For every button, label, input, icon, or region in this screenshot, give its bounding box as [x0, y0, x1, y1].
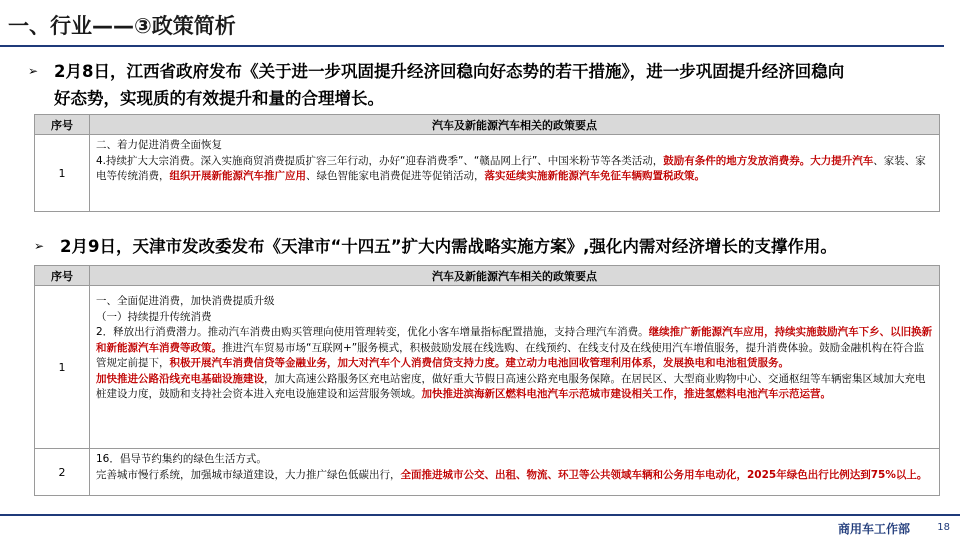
highlighted-policy-text: 大力提升汽车 — [810, 154, 874, 167]
policy-text-segment: 二、着力促进消费全面恢复 — [96, 139, 222, 151]
policy-text-segment: 一、全面促进消费，加快消费提质升级 — [96, 295, 275, 307]
table-row — [35, 449, 940, 496]
highlighted-policy-text: 继续推广新能源汽车应用，持续实施鼓励汽车下乡、以旧换新和新能源汽车消费等政策。 — [96, 326, 933, 354]
row-number: 1 — [35, 135, 90, 212]
section2-headline-text: 2月9日，天津市发改委发布《天津市“十四五”扩大内需战略实施方案》,强化内需对经济增长的支撑作用。 — [60, 237, 837, 256]
table-header-content: 汽车及新能源汽车相关的政策要点 — [90, 115, 940, 135]
row-number: 1 — [35, 286, 90, 449]
policy-text-segment: 、绿色智能家电消费促进等促销活动， — [306, 170, 485, 182]
page-title: 一、行业——③政策简析 — [8, 14, 236, 38]
policy-text-segment: 4.持续扩大大宗消费。深入实施商贸消费提质扩容三年行动，办好“迎春消费季”、“赣品网上行”、中国米粉节等各类活动， — [96, 154, 664, 167]
policy-text-segment: 16．倡导节约集约的绿色生活方式。 — [96, 453, 267, 465]
footer-department: 商用车工作部 — [837, 522, 910, 536]
highlighted-policy-text: 组织开展新能源汽车推广应用 — [169, 170, 306, 182]
table-header-number: 序号 — [35, 266, 90, 286]
policy-text-segment: 2．释放出行消费潜力。推动汽车消费由购买管理向使用管理转变，优化小客车增量指标配置措施，支持合理汽车消费。 — [96, 326, 649, 338]
footer-divider — [0, 514, 960, 516]
highlighted-policy-text: 加快推进公路沿线充电基础设施建设 — [96, 372, 264, 385]
section2-headline — [34, 233, 939, 260]
section1-policy-table — [34, 114, 940, 212]
table-row — [35, 135, 940, 212]
policy-text-segment: 推进汽车贸易市场“互联网+”服务模式，积极鼓励发展在线选购、在线预约、在线支付及在线使用汽车增值服务，提升消费体验。鼓励金融机构在符合监管规定前提下， — [96, 341, 925, 369]
table-header-number: 序号 — [35, 115, 90, 135]
policy-text-segment: 完善城市慢行系统，加强城市绿道建设，大力推广绿色低碳出行， — [96, 468, 401, 481]
policy-text — [90, 286, 940, 449]
policy-text-segment: ，加大高速公路服务区充电站密度，做好重大节假日高速公路充电服务保障。在居民区、大型商业购物中心、交通枢纽等车辆密集区域加大充电桩建设力度，鼓励和支持社会资本进入充电设施建设和运营服务领域。 — [96, 372, 926, 400]
arrow-bullet-icon: ➢ — [28, 64, 39, 78]
highlighted-policy-text: 鼓励有条件的地方发放消费券。 — [663, 154, 811, 167]
page-number: 18 — [937, 522, 950, 533]
section2-policy-table — [34, 265, 940, 496]
highlighted-policy-text: 加快推进滨海新区燃料电池汽车示范城市建设相关工作，推进氢燃料电池汽车示范运营。 — [421, 388, 831, 400]
policy-text — [90, 449, 940, 496]
policy-text — [90, 135, 940, 212]
section1-headline-line2: 好态势，实现质的有效提升和量的合理增长。 — [54, 89, 384, 108]
table-header-content: 汽车及新能源汽车相关的政策要点 — [90, 266, 940, 286]
policy-text-segment: 、家装、家电等传统消费， — [96, 154, 926, 182]
title-divider — [0, 45, 944, 47]
arrow-bullet-icon: ➢ — [34, 239, 45, 253]
highlighted-policy-text: 落实延续实施新能源汽车免征车辆购置税政策。 — [484, 170, 705, 182]
highlighted-policy-text: 积极开展汽车消费信贷等金融业务，加大对汽车个人消费信贷支持力度。建立动力电池回收管理利用体系，发展换电和电池租赁服务。 — [169, 357, 789, 369]
table-row — [35, 286, 940, 449]
section1-headline — [28, 58, 933, 112]
policy-text-segment: （一）持续提升传统消费 — [96, 310, 212, 323]
section1-headline-line1: 2月8日，江西省政府发布《关于进一步巩固提升经济回稳向好态势的若干措施》，进一步巩固提升经济回稳向 — [54, 62, 845, 81]
highlighted-policy-text: 全面推进城市公交、出租、物流、环卫等公共领域车辆和公务用车电动化，2025年绿色出行比例达到75%以上。 — [400, 468, 928, 481]
row-number: 2 — [35, 449, 90, 496]
